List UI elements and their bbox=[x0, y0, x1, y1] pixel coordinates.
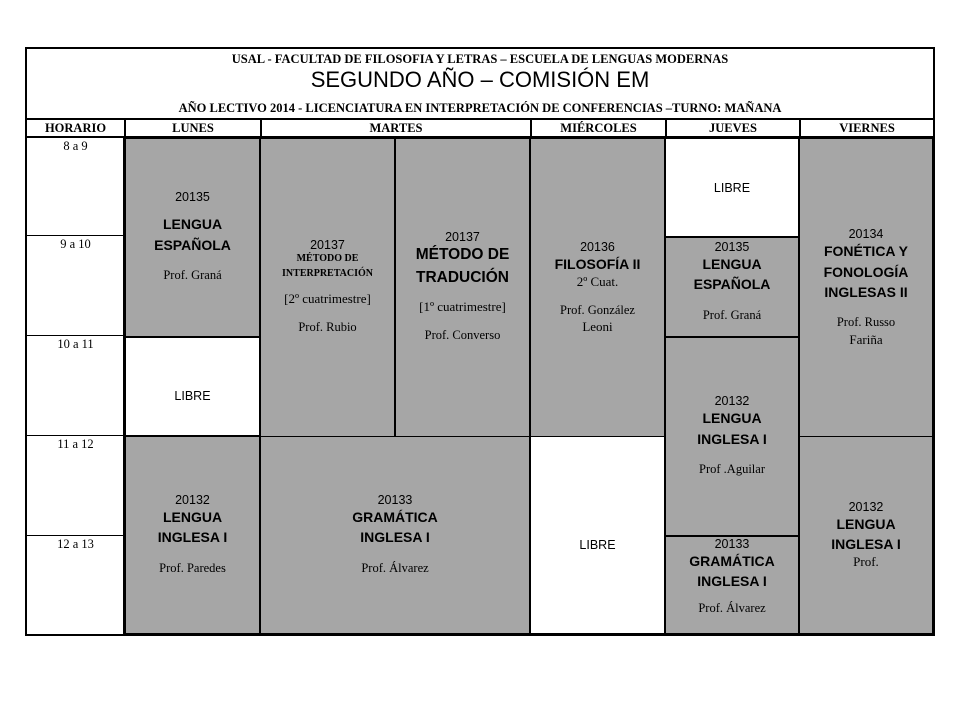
column-header-horario: HORARIO bbox=[44, 121, 107, 135]
free-slot-jueves bbox=[665, 138, 799, 237]
class-cell-martes-metodo-traducion bbox=[395, 138, 530, 437]
institution-title: USAL - FACULTAD DE FILOSOFIA Y LETRAS – ESCUELA DE LENGUAS MODERNAS bbox=[231, 52, 729, 66]
course-name: INGLESA I bbox=[831, 536, 901, 552]
class-cell-viernes-fonetica bbox=[799, 138, 933, 437]
course-name: FONOLOGÍA bbox=[823, 263, 909, 280]
course-name: ESPAÑOLA bbox=[154, 236, 231, 253]
course-name: MÉTODO DE bbox=[296, 253, 359, 265]
time-slot: 12 a 13 bbox=[27, 536, 124, 634]
column-header-viernes: VIERNES bbox=[799, 120, 933, 136]
professor: Prof. bbox=[853, 554, 879, 570]
professor: Prof .Aguilar bbox=[699, 462, 765, 477]
course-name: FILOSOFÍA II bbox=[554, 255, 641, 272]
column-header-jueves: JUEVES bbox=[665, 120, 799, 136]
course-name: LENGUA bbox=[836, 515, 896, 532]
column-header-lunes: LUNES bbox=[124, 120, 260, 136]
academic-year-title: AÑO LECTIVO 2014 - LICENCIATURA EN INTERPRETACIÓN DE CONFERENCIAS –TURNO: MAÑANA bbox=[178, 101, 782, 115]
course-term: [1º cuatrimestre] bbox=[419, 299, 506, 315]
course-name: LENGUA bbox=[162, 216, 223, 233]
column-header-martes: MARTES bbox=[260, 120, 530, 136]
course-name: MÉTODO DE bbox=[415, 246, 510, 264]
course-code: 20133 bbox=[714, 537, 750, 551]
course-name: FONÉTICA Y bbox=[823, 243, 908, 260]
course-name: TRADUCIÓN bbox=[416, 268, 509, 286]
professor: Prof. Russo bbox=[836, 315, 896, 330]
course-code: 20132 bbox=[848, 499, 884, 514]
free-label: LIBRE bbox=[713, 180, 751, 195]
professor: Prof. González bbox=[560, 302, 635, 317]
course-name: INGLESA I bbox=[157, 529, 228, 546]
course-name: LENGUA bbox=[702, 256, 762, 272]
commission-title: SEGUNDO AÑO – COMISIÓN EM bbox=[310, 67, 650, 92]
course-name: INGLESAS II bbox=[824, 283, 908, 300]
course-name: LENGUA bbox=[162, 508, 223, 525]
title-block bbox=[27, 49, 933, 118]
course-name: INGLESA I bbox=[360, 529, 430, 546]
time-slot: 8 a 9 bbox=[27, 138, 124, 236]
class-cell-jueves-gramatica bbox=[665, 536, 799, 634]
schedule-table bbox=[25, 47, 935, 636]
professor: Prof. Paredes bbox=[159, 560, 226, 575]
course-name: INGLESA I bbox=[697, 430, 767, 447]
column-header-row bbox=[27, 118, 933, 138]
course-name: INGLESA I bbox=[697, 573, 767, 590]
course-code: 20137 bbox=[445, 230, 480, 245]
class-cell-jueves-lengua-espanola bbox=[665, 237, 799, 337]
course-term: [2º cuatrimestre] bbox=[284, 291, 371, 307]
course-code: 20132 bbox=[175, 492, 210, 507]
time-slot: 9 a 10 bbox=[27, 236, 124, 336]
course-code: 20134 bbox=[848, 227, 884, 242]
professor: Prof. Converso bbox=[424, 328, 501, 343]
class-cell-martes-gramatica bbox=[260, 436, 530, 634]
professor: Prof. Rubio bbox=[298, 320, 357, 335]
course-code: 20135 bbox=[175, 190, 210, 205]
free-label: LIBRE bbox=[579, 538, 616, 552]
professor: Prof. Álvarez bbox=[361, 560, 429, 575]
professor: Fariña bbox=[849, 331, 883, 347]
professor: Prof. Graná bbox=[163, 268, 222, 283]
course-name: GRAMÁTICA bbox=[689, 553, 775, 569]
professor: Leoni bbox=[582, 319, 613, 335]
class-cell-martes-metodo-interpretacion bbox=[260, 138, 395, 437]
course-name: ESPAÑOLA bbox=[693, 276, 771, 293]
free-label: LIBRE bbox=[174, 388, 211, 403]
course-name: INTERPRETACIÓN bbox=[282, 267, 373, 279]
course-code: 20132 bbox=[714, 394, 750, 409]
course-code: 20135 bbox=[714, 240, 750, 254]
professor: Prof. Álvarez bbox=[698, 600, 766, 615]
course-code: 20136 bbox=[580, 239, 615, 254]
class-cell-lunes-lengua-inglesa bbox=[125, 436, 260, 634]
course-name: LENGUA bbox=[702, 410, 762, 427]
time-slot: 10 a 11 bbox=[27, 336, 124, 436]
free-slot-lunes bbox=[125, 337, 260, 436]
time-slot: 11 a 12 bbox=[27, 436, 124, 536]
professor: Prof. Graná bbox=[702, 307, 762, 322]
course-name: GRAMÁTICA bbox=[352, 508, 438, 525]
column-header-miercoles: MIÉRCOLES bbox=[530, 120, 665, 136]
course-code: 20133 bbox=[377, 492, 413, 507]
free-slot-miercoles bbox=[530, 436, 665, 634]
class-cell-viernes-lengua-inglesa bbox=[799, 436, 933, 634]
class-cell-miercoles-filosofia bbox=[530, 138, 665, 437]
class-cell-jueves-lengua-inglesa bbox=[665, 337, 799, 536]
course-term: 2º Cuat. bbox=[576, 273, 619, 289]
class-cell-lunes-lengua-espanola bbox=[125, 138, 260, 337]
course-code: 20137 bbox=[310, 238, 345, 253]
